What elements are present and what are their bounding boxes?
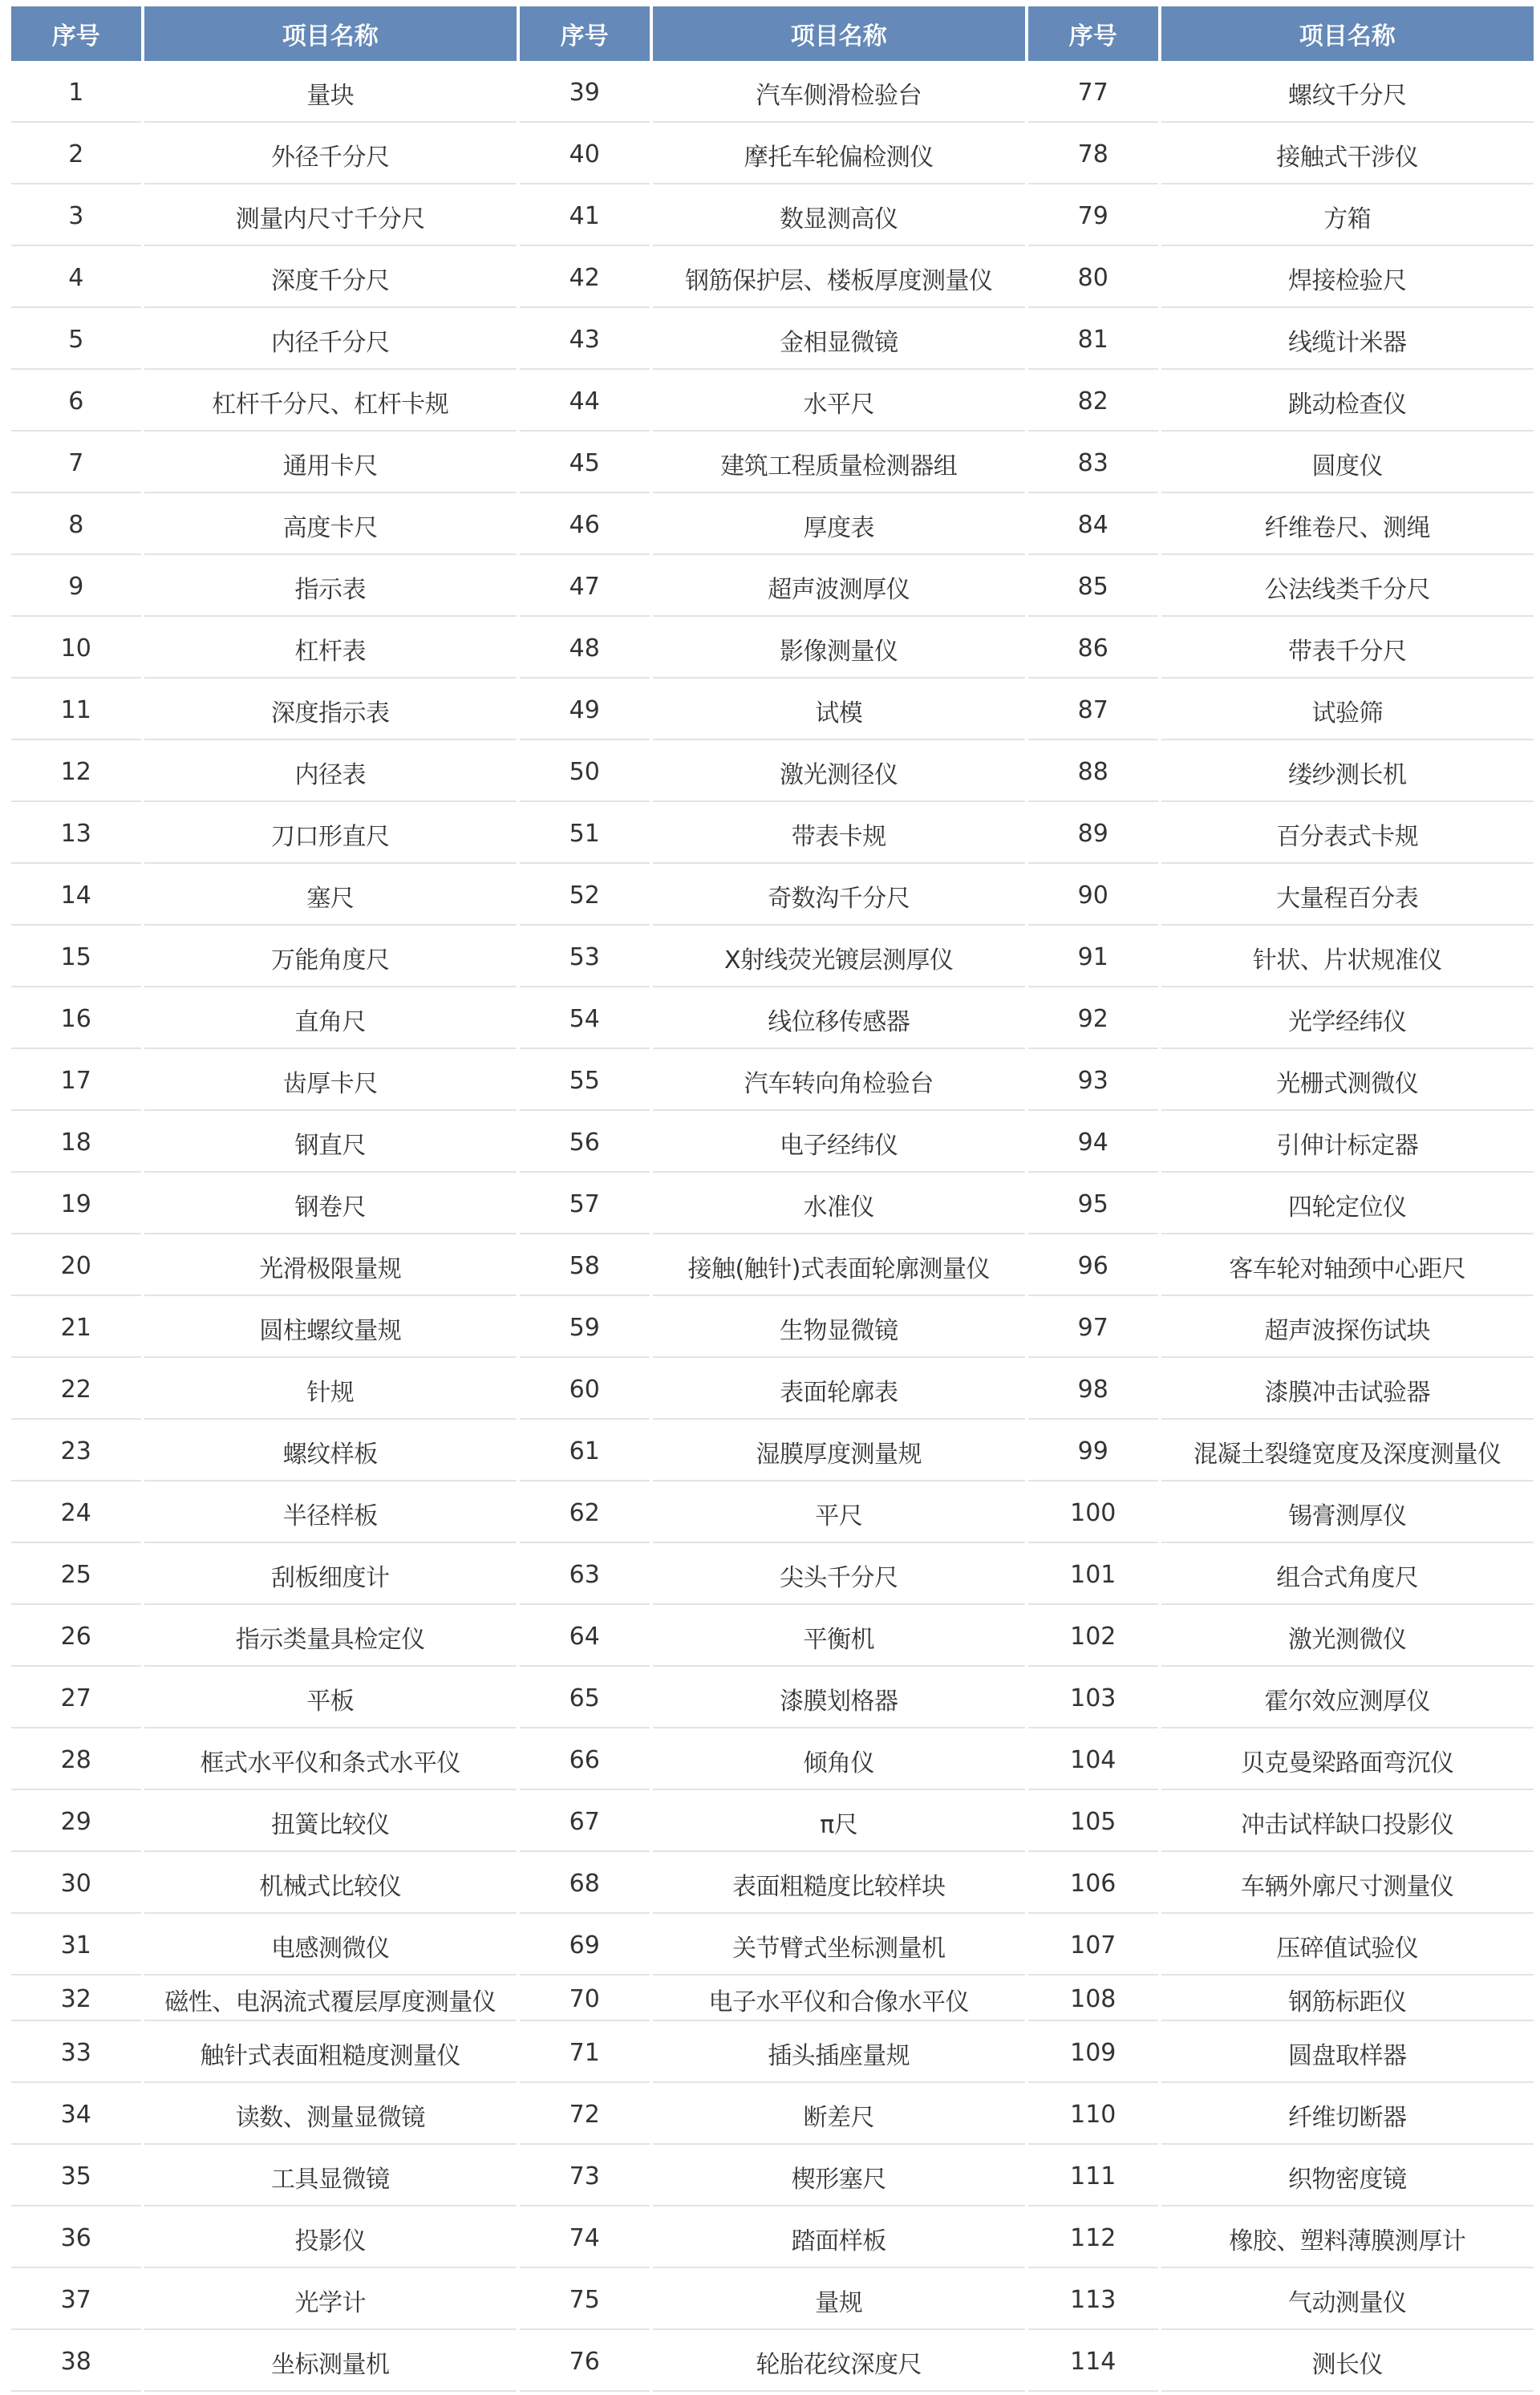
item-number-cell: 64 xyxy=(520,1608,650,1667)
table-row xyxy=(11,805,1534,864)
item-name-cell: 钢卷尺 xyxy=(144,1176,517,1234)
item-name-cell: 钢筋标距仪 xyxy=(1161,1979,1534,2021)
item-number-cell: 103 xyxy=(1028,1670,1158,1728)
item-number-cell: 55 xyxy=(520,1052,650,1111)
item-number-cell: 96 xyxy=(1028,1238,1158,1296)
item-name-cell: 光栅式测微仪 xyxy=(1161,1052,1534,1111)
item-number-cell: 37 xyxy=(11,2271,141,2330)
item-name-cell: 螺纹样板 xyxy=(144,1423,517,1481)
item-name-cell: 扭簧比较仪 xyxy=(144,1793,517,1852)
item-number-cell: 11 xyxy=(11,682,141,740)
item-number-cell: 101 xyxy=(1028,1546,1158,1605)
item-name-cell: 踏面样板 xyxy=(653,2210,1025,2268)
item-name-cell: 量块 xyxy=(144,64,517,123)
table-row xyxy=(11,2333,1534,2392)
item-number-cell: 93 xyxy=(1028,1052,1158,1111)
item-number-cell: 82 xyxy=(1028,373,1158,432)
item-number-cell: 10 xyxy=(11,620,141,679)
table-row xyxy=(11,1793,1534,1852)
item-number-cell: 92 xyxy=(1028,991,1158,1049)
item-name-cell: π尺 xyxy=(653,1793,1025,1852)
item-number-cell: 48 xyxy=(520,620,650,679)
item-name-cell: 摩托车轮偏检测仪 xyxy=(653,126,1025,184)
item-name-cell: 齿厚卡尺 xyxy=(144,1052,517,1111)
table-row xyxy=(11,1732,1534,1790)
item-number-cell: 38 xyxy=(11,2333,141,2392)
table-row xyxy=(11,373,1534,432)
table-body xyxy=(11,64,1534,2392)
item-name-cell: 刀口形直尺 xyxy=(144,805,517,864)
table-row xyxy=(11,929,1534,987)
table-row xyxy=(11,126,1534,184)
item-number-cell: 27 xyxy=(11,1670,141,1728)
table-row xyxy=(11,744,1534,802)
item-name-cell: 组合式角度尺 xyxy=(1161,1546,1534,1605)
table-row xyxy=(11,2148,1534,2207)
table-row xyxy=(11,311,1534,370)
item-name-cell: 触针式表面粗糙度测量仪 xyxy=(144,2024,517,2083)
table-row xyxy=(11,620,1534,679)
table-row xyxy=(11,1546,1534,1605)
item-number-cell: 47 xyxy=(520,558,650,617)
item-number-cell: 58 xyxy=(520,1238,650,1296)
item-name-cell: 汽车侧滑检验台 xyxy=(653,64,1025,123)
item-name-cell: 建筑工程质量检测器组 xyxy=(653,435,1025,493)
item-number-cell: 26 xyxy=(11,1608,141,1667)
item-number-cell: 77 xyxy=(1028,64,1158,123)
item-number-cell: 4 xyxy=(11,249,141,308)
item-name-cell: 内径表 xyxy=(144,744,517,802)
item-name-cell: 指示类量具检定仪 xyxy=(144,1608,517,1667)
item-name-cell: 接触(触针)式表面轮廓测量仪 xyxy=(653,1238,1025,1296)
item-name-cell: 超声波探伤试块 xyxy=(1161,1299,1534,1358)
item-name-cell: 压碎值试验仪 xyxy=(1161,1917,1534,1976)
item-number-cell: 39 xyxy=(520,64,650,123)
item-number-cell: 94 xyxy=(1028,1114,1158,1173)
item-name-cell: 引伸计标定器 xyxy=(1161,1114,1534,1173)
item-number-cell: 67 xyxy=(520,1793,650,1852)
item-number-cell: 13 xyxy=(11,805,141,864)
item-name-cell: 超声波测厚仪 xyxy=(653,558,1025,617)
table-row xyxy=(11,64,1534,123)
table-row xyxy=(11,867,1534,926)
item-number-cell: 28 xyxy=(11,1732,141,1790)
item-name-cell: 直角尺 xyxy=(144,991,517,1049)
item-number-cell: 87 xyxy=(1028,682,1158,740)
item-number-cell: 6 xyxy=(11,373,141,432)
item-name-cell: 四轮定位仪 xyxy=(1161,1176,1534,1234)
table-row xyxy=(11,1361,1534,1420)
item-name-cell: 表面粗糙度比较样块 xyxy=(653,1855,1025,1914)
header-row xyxy=(11,6,1534,61)
item-name-cell: 平尺 xyxy=(653,1485,1025,1543)
item-number-cell: 52 xyxy=(520,867,650,926)
item-name-cell: 杠杆千分尺、杠杆卡规 xyxy=(144,373,517,432)
item-number-cell: 21 xyxy=(11,1299,141,1358)
item-name-cell: 湿膜厚度测量规 xyxy=(653,1423,1025,1481)
item-number-cell: 102 xyxy=(1028,1608,1158,1667)
item-name-cell: 轮胎花纹深度尺 xyxy=(653,2333,1025,2392)
item-name-cell: 公法线类千分尺 xyxy=(1161,558,1534,617)
item-number-cell: 97 xyxy=(1028,1299,1158,1358)
item-number-cell: 83 xyxy=(1028,435,1158,493)
item-number-cell: 70 xyxy=(520,1979,650,2021)
item-number-cell: 30 xyxy=(11,1855,141,1914)
item-number-cell: 100 xyxy=(1028,1485,1158,1543)
item-number-cell: 31 xyxy=(11,1917,141,1976)
item-number-cell: 76 xyxy=(520,2333,650,2392)
item-name-cell: 跳动检查仪 xyxy=(1161,373,1534,432)
item-number-cell: 86 xyxy=(1028,620,1158,679)
item-name-cell: 指示表 xyxy=(144,558,517,617)
item-name-cell: 织物密度镜 xyxy=(1161,2148,1534,2207)
item-name-cell: 大量程百分表 xyxy=(1161,867,1534,926)
item-number-cell: 62 xyxy=(520,1485,650,1543)
table-row xyxy=(11,1299,1534,1358)
item-name-cell: 平板 xyxy=(144,1670,517,1728)
item-name-cell: 磁性、电涡流式覆层厚度测量仪 xyxy=(144,1979,517,2021)
item-name-cell: 读数、测量显微镜 xyxy=(144,2086,517,2145)
item-name-cell: 钢筋保护层、楼板厚度测量仪 xyxy=(653,249,1025,308)
item-name-cell: 圆盘取样器 xyxy=(1161,2024,1534,2083)
item-number-cell: 35 xyxy=(11,2148,141,2207)
item-name-cell: 试验筛 xyxy=(1161,682,1534,740)
item-name-cell: 纤维卷尺、测绳 xyxy=(1161,496,1534,555)
item-name-cell: 深度指示表 xyxy=(144,682,517,740)
item-name-cell: 机械式比较仪 xyxy=(144,1855,517,1914)
item-number-cell: 18 xyxy=(11,1114,141,1173)
item-number-cell: 22 xyxy=(11,1361,141,1420)
item-number-cell: 54 xyxy=(520,991,650,1049)
item-name-cell: 水准仪 xyxy=(653,1176,1025,1234)
table-row xyxy=(11,496,1534,555)
table-row xyxy=(11,1423,1534,1481)
table-row xyxy=(11,1855,1534,1914)
item-number-cell: 36 xyxy=(11,2210,141,2268)
item-number-cell: 3 xyxy=(11,188,141,246)
item-name-cell: 汽车转向角检验台 xyxy=(653,1052,1025,1111)
table-row xyxy=(11,1114,1534,1173)
item-name-cell: 电子经纬仪 xyxy=(653,1114,1025,1173)
item-number-cell: 32 xyxy=(11,1979,141,2021)
table-row xyxy=(11,188,1534,246)
item-number-cell: 33 xyxy=(11,2024,141,2083)
column-header-item-name: 项目名称 xyxy=(144,6,517,61)
item-number-cell: 25 xyxy=(11,1546,141,1605)
item-number-cell: 68 xyxy=(520,1855,650,1914)
item-name-cell: 光滑极限量规 xyxy=(144,1238,517,1296)
item-number-cell: 19 xyxy=(11,1176,141,1234)
item-number-cell: 15 xyxy=(11,929,141,987)
item-name-cell: 表面轮廓表 xyxy=(653,1361,1025,1420)
table-row xyxy=(11,249,1534,308)
item-name-cell: 车辆外廓尺寸测量仪 xyxy=(1161,1855,1534,1914)
item-name-cell: 金相显微镜 xyxy=(653,311,1025,370)
item-name-cell: 框式水平仪和条式水平仪 xyxy=(144,1732,517,1790)
item-number-cell: 2 xyxy=(11,126,141,184)
table-row xyxy=(11,1176,1534,1234)
item-name-cell: 坐标测量机 xyxy=(144,2333,517,2392)
table-row xyxy=(11,1485,1534,1543)
item-name-cell: 光学计 xyxy=(144,2271,517,2330)
item-number-cell: 44 xyxy=(520,373,650,432)
item-name-cell: 万能角度尺 xyxy=(144,929,517,987)
item-name-cell: 针规 xyxy=(144,1361,517,1420)
item-name-cell: 杠杆表 xyxy=(144,620,517,679)
item-number-cell: 66 xyxy=(520,1732,650,1790)
item-number-cell: 23 xyxy=(11,1423,141,1481)
item-name-cell: 尖头千分尺 xyxy=(653,1546,1025,1605)
item-name-cell: 圆度仪 xyxy=(1161,435,1534,493)
item-name-cell: 高度卡尺 xyxy=(144,496,517,555)
item-number-cell: 80 xyxy=(1028,249,1158,308)
item-name-cell: 客车轮对轴颈中心距尺 xyxy=(1161,1238,1534,1296)
item-name-cell: 试模 xyxy=(653,682,1025,740)
column-header-item-name: 项目名称 xyxy=(1161,6,1534,61)
item-number-cell: 61 xyxy=(520,1423,650,1481)
item-number-cell: 41 xyxy=(520,188,650,246)
table-row xyxy=(11,682,1534,740)
item-name-cell: 橡胶、塑料薄膜测厚计 xyxy=(1161,2210,1534,2268)
item-number-cell: 98 xyxy=(1028,1361,1158,1420)
item-name-cell: 霍尔效应测厚仪 xyxy=(1161,1670,1534,1728)
item-number-cell: 84 xyxy=(1028,496,1158,555)
item-number-cell: 114 xyxy=(1028,2333,1158,2392)
item-name-cell: 锡膏测厚仪 xyxy=(1161,1485,1534,1543)
item-number-cell: 74 xyxy=(520,2210,650,2268)
item-number-cell: 73 xyxy=(520,2148,650,2207)
item-name-cell: 内径千分尺 xyxy=(144,311,517,370)
item-number-cell: 12 xyxy=(11,744,141,802)
column-header-item-name: 项目名称 xyxy=(653,6,1025,61)
item-name-cell: 贝克曼梁路面弯沉仪 xyxy=(1161,1732,1534,1790)
item-name-cell: 方箱 xyxy=(1161,188,1534,246)
item-name-cell: 测量内尺寸千分尺 xyxy=(144,188,517,246)
item-name-cell: 水平尺 xyxy=(653,373,1025,432)
column-header-number: 序号 xyxy=(1028,6,1158,61)
item-name-cell: 混凝土裂缝宽度及深度测量仪 xyxy=(1161,1423,1534,1481)
item-name-cell: 带表千分尺 xyxy=(1161,620,1534,679)
item-name-cell: 断差尺 xyxy=(653,2086,1025,2145)
item-number-cell: 112 xyxy=(1028,2210,1158,2268)
item-number-cell: 108 xyxy=(1028,1979,1158,2021)
item-number-cell: 56 xyxy=(520,1114,650,1173)
item-name-cell: 圆柱螺纹量规 xyxy=(144,1299,517,1358)
table-row xyxy=(11,1608,1534,1667)
item-number-cell: 91 xyxy=(1028,929,1158,987)
item-number-cell: 8 xyxy=(11,496,141,555)
item-number-cell: 111 xyxy=(1028,2148,1158,2207)
item-number-cell: 57 xyxy=(520,1176,650,1234)
item-number-cell: 60 xyxy=(520,1361,650,1420)
table-row xyxy=(11,2086,1534,2145)
table-row xyxy=(11,1917,1534,1976)
item-number-cell: 69 xyxy=(520,1917,650,1976)
table-row xyxy=(11,1052,1534,1111)
item-number-cell: 51 xyxy=(520,805,650,864)
table-row xyxy=(11,2210,1534,2268)
item-name-cell: 漆膜划格器 xyxy=(653,1670,1025,1728)
item-number-cell: 46 xyxy=(520,496,650,555)
item-name-cell: X射线荧光镀层测厚仪 xyxy=(653,929,1025,987)
item-name-cell: 厚度表 xyxy=(653,496,1025,555)
item-name-cell: 针状、片状规准仪 xyxy=(1161,929,1534,987)
item-name-cell: 冲击试样缺口投影仪 xyxy=(1161,1793,1534,1852)
item-number-cell: 24 xyxy=(11,1485,141,1543)
item-number-cell: 50 xyxy=(520,744,650,802)
item-number-cell: 109 xyxy=(1028,2024,1158,2083)
item-name-cell: 线缆计米器 xyxy=(1161,311,1534,370)
item-number-cell: 113 xyxy=(1028,2271,1158,2330)
item-number-cell: 71 xyxy=(520,2024,650,2083)
item-name-cell: 楔形塞尺 xyxy=(653,2148,1025,2207)
item-number-cell: 104 xyxy=(1028,1732,1158,1790)
item-number-cell: 81 xyxy=(1028,311,1158,370)
item-name-cell: 缕纱测长机 xyxy=(1161,744,1534,802)
item-name-cell: 倾角仪 xyxy=(653,1732,1025,1790)
item-name-cell: 外径千分尺 xyxy=(144,126,517,184)
table-header xyxy=(11,6,1534,61)
item-name-cell: 百分表式卡规 xyxy=(1161,805,1534,864)
item-number-cell: 90 xyxy=(1028,867,1158,926)
item-name-cell: 数显测高仪 xyxy=(653,188,1025,246)
item-name-cell: 工具显微镜 xyxy=(144,2148,517,2207)
item-name-cell: 电感测微仪 xyxy=(144,1917,517,1976)
item-number-cell: 72 xyxy=(520,2086,650,2145)
item-number-cell: 53 xyxy=(520,929,650,987)
item-number-cell: 5 xyxy=(11,311,141,370)
item-number-cell: 43 xyxy=(520,311,650,370)
item-number-cell: 59 xyxy=(520,1299,650,1358)
item-name-cell: 焊接检验尺 xyxy=(1161,249,1534,308)
items-table xyxy=(8,3,1537,2395)
item-number-cell: 79 xyxy=(1028,188,1158,246)
item-number-cell: 1 xyxy=(11,64,141,123)
item-number-cell: 85 xyxy=(1028,558,1158,617)
table-row xyxy=(11,1670,1534,1728)
item-name-cell: 接触式干涉仪 xyxy=(1161,126,1534,184)
item-name-cell: 激光测微仪 xyxy=(1161,1608,1534,1667)
item-number-cell: 107 xyxy=(1028,1917,1158,1976)
item-number-cell: 20 xyxy=(11,1238,141,1296)
table-row xyxy=(11,558,1534,617)
item-name-cell: 纤维切断器 xyxy=(1161,2086,1534,2145)
item-name-cell: 生物显微镜 xyxy=(653,1299,1025,1358)
table-row xyxy=(11,991,1534,1049)
item-number-cell: 95 xyxy=(1028,1176,1158,1234)
item-name-cell: 塞尺 xyxy=(144,867,517,926)
item-name-cell: 测长仪 xyxy=(1161,2333,1534,2392)
item-name-cell: 插头插座量规 xyxy=(653,2024,1025,2083)
item-number-cell: 110 xyxy=(1028,2086,1158,2145)
table-row xyxy=(11,435,1534,493)
item-name-cell: 激光测径仪 xyxy=(653,744,1025,802)
column-header-number: 序号 xyxy=(520,6,650,61)
item-number-cell: 75 xyxy=(520,2271,650,2330)
item-name-cell: 通用卡尺 xyxy=(144,435,517,493)
item-number-cell: 65 xyxy=(520,1670,650,1728)
item-name-cell: 线位移传感器 xyxy=(653,991,1025,1049)
item-number-cell: 34 xyxy=(11,2086,141,2145)
item-number-cell: 105 xyxy=(1028,1793,1158,1852)
item-name-cell: 气动测量仪 xyxy=(1161,2271,1534,2330)
item-name-cell: 光学经纬仪 xyxy=(1161,991,1534,1049)
item-name-cell: 投影仪 xyxy=(144,2210,517,2268)
item-number-cell: 14 xyxy=(11,867,141,926)
item-name-cell: 半径样板 xyxy=(144,1485,517,1543)
item-name-cell: 螺纹千分尺 xyxy=(1161,64,1534,123)
item-number-cell: 89 xyxy=(1028,805,1158,864)
item-number-cell: 45 xyxy=(520,435,650,493)
table-row xyxy=(11,1238,1534,1296)
item-number-cell: 17 xyxy=(11,1052,141,1111)
table-row xyxy=(11,1979,1534,2021)
item-number-cell: 88 xyxy=(1028,744,1158,802)
item-number-cell: 49 xyxy=(520,682,650,740)
item-number-cell: 78 xyxy=(1028,126,1158,184)
column-header-number: 序号 xyxy=(11,6,141,61)
item-name-cell: 电子水平仪和合像水平仪 xyxy=(653,1979,1025,2021)
item-number-cell: 7 xyxy=(11,435,141,493)
item-number-cell: 106 xyxy=(1028,1855,1158,1914)
item-name-cell: 漆膜冲击试验器 xyxy=(1161,1361,1534,1420)
item-name-cell: 带表卡规 xyxy=(653,805,1025,864)
item-number-cell: 40 xyxy=(520,126,650,184)
item-name-cell: 深度千分尺 xyxy=(144,249,517,308)
item-name-cell: 关节臂式坐标测量机 xyxy=(653,1917,1025,1976)
table-row xyxy=(11,2271,1534,2330)
item-number-cell: 99 xyxy=(1028,1423,1158,1481)
item-name-cell: 刮板细度计 xyxy=(144,1546,517,1605)
item-number-cell: 63 xyxy=(520,1546,650,1605)
item-name-cell: 钢直尺 xyxy=(144,1114,517,1173)
item-name-cell: 影像测量仪 xyxy=(653,620,1025,679)
item-number-cell: 16 xyxy=(11,991,141,1049)
item-name-cell: 量规 xyxy=(653,2271,1025,2330)
item-number-cell: 9 xyxy=(11,558,141,617)
item-number-cell: 29 xyxy=(11,1793,141,1852)
item-name-cell: 奇数沟千分尺 xyxy=(653,867,1025,926)
item-name-cell: 平衡机 xyxy=(653,1608,1025,1667)
item-number-cell: 42 xyxy=(520,249,650,308)
table-row xyxy=(11,2024,1534,2083)
